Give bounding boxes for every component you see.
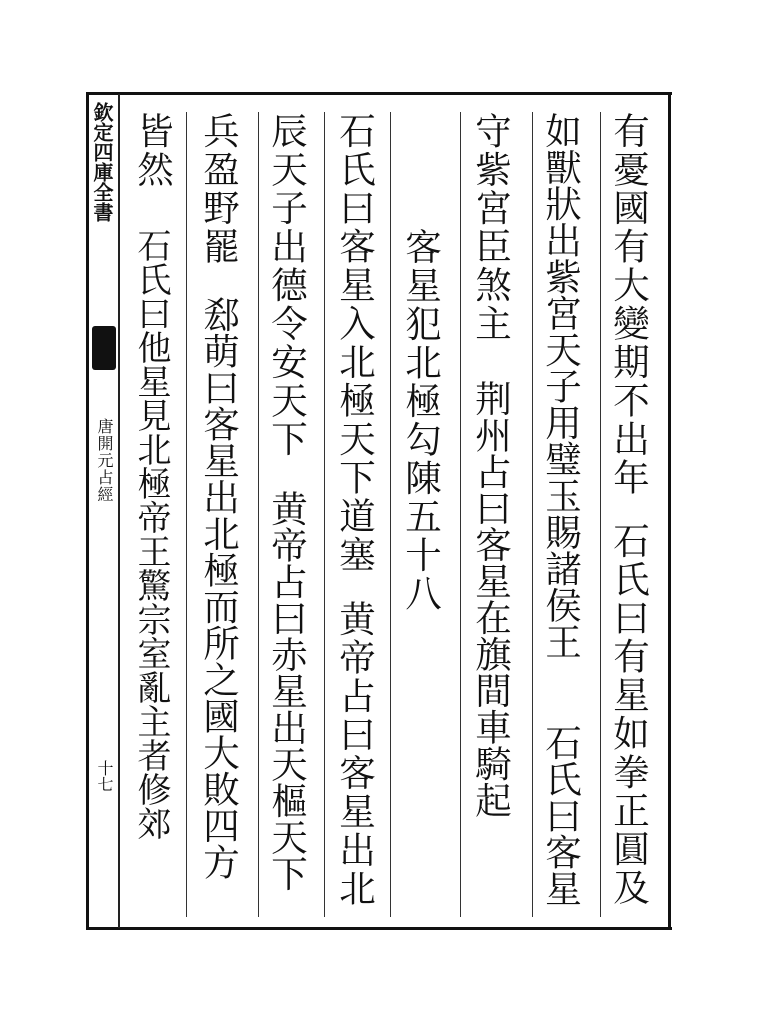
column-divider — [324, 112, 325, 917]
column-divider — [600, 112, 601, 917]
page-number: 十七 — [95, 760, 114, 792]
column-divider — [258, 112, 259, 917]
text-column-5-part-2: 黄帝占曰客星出北 — [333, 600, 377, 908]
section-heading: 客星犯北極勾陳五十八 — [399, 228, 443, 613]
fish-tail-mark — [92, 326, 116, 370]
text-column-1-part-2: 石氏曰有星如拳正圓及 — [607, 522, 651, 907]
bottom-border — [86, 927, 672, 930]
text-column-8-part-2: 石氏曰他星見北極帝王驚宗室亂主者修郊 — [131, 228, 171, 840]
text-column-7-part-1: 兵盈野罷 — [197, 112, 241, 266]
text-column-3-part-2: 荆州占曰客星在旗間車騎起 — [469, 380, 513, 818]
text-column-6-part-1: 辰天子出德令安天下 — [265, 112, 309, 459]
text-column-1-part-1: 有憂國有大變期不出年 — [607, 112, 651, 497]
text-column-2-part-1: 如獸狀出紫宮天子用璧玉賜諸侯王 — [539, 112, 583, 660]
text-column-8-part-1: 皆然 — [131, 112, 175, 189]
text-column-5-part-1: 石氏曰客星入北極天下道塞 — [333, 112, 377, 574]
column-divider — [460, 112, 461, 917]
column-divider — [390, 112, 391, 917]
left-border — [86, 92, 89, 930]
book-title: 唐開元占經 — [95, 418, 114, 503]
collection-title: 欽定四庫全書 — [90, 102, 114, 222]
margin-divider — [118, 94, 120, 928]
column-divider — [532, 112, 533, 917]
text-column-6-part-2: 黄帝占曰赤星出天樞天下 — [265, 490, 309, 892]
right-border — [668, 92, 671, 930]
top-border — [86, 92, 672, 95]
text-column-3-part-1: 守紫宮臣煞主 — [469, 112, 513, 343]
text-column-2-part-2: 石氏曰客星 — [539, 724, 583, 907]
text-column-7-part-2: 郄萌曰客星出北極而所之國大敗四方 — [197, 296, 241, 880]
column-divider — [186, 112, 187, 917]
